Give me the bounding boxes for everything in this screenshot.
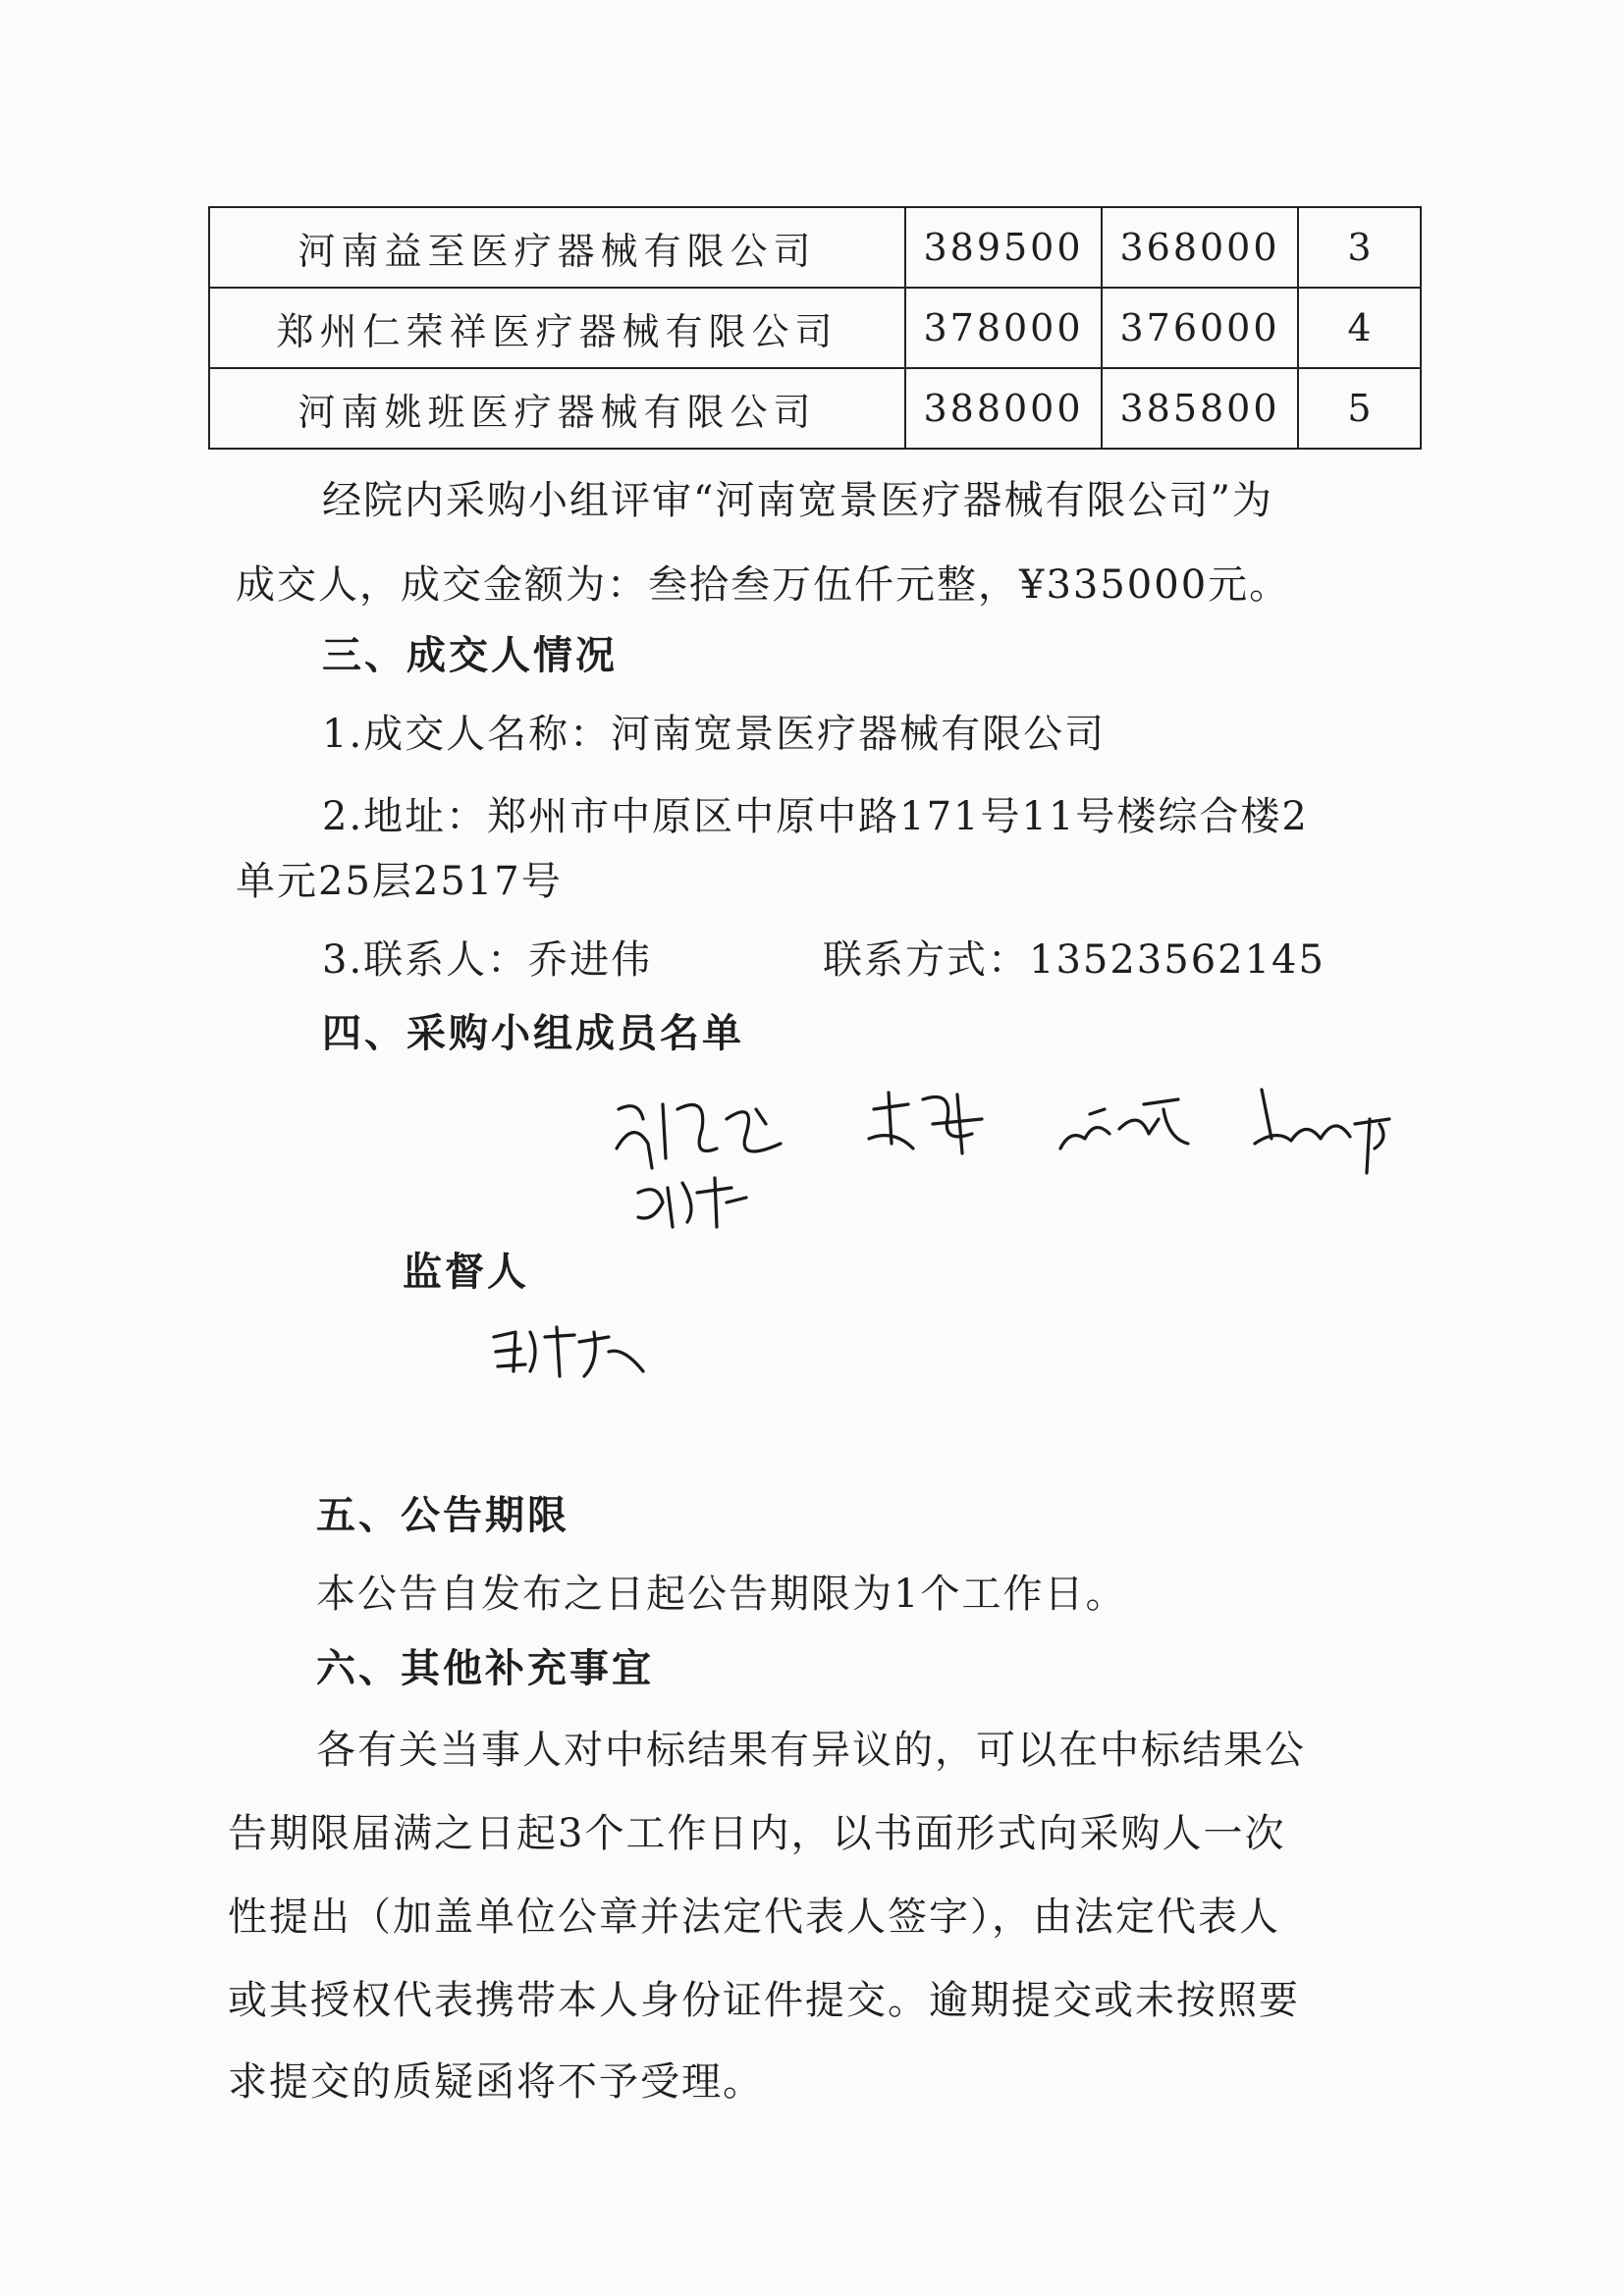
rank-cell: 5 bbox=[1298, 368, 1421, 449]
table-row bbox=[209, 288, 1421, 368]
section5-text: 本公告自发布之日起公告期限为1个工作日。 bbox=[316, 1572, 1127, 1617]
signature-4 bbox=[1247, 1080, 1404, 1192]
section3-heading: 三、成交人情况 bbox=[322, 633, 618, 678]
signature-supervisor bbox=[486, 1317, 653, 1390]
section6-line: 各有关当事人对中标结果有异议的，可以在中标结果公 bbox=[316, 1728, 1306, 1773]
signature-2 bbox=[864, 1085, 992, 1167]
price-cell: 378000 bbox=[905, 288, 1102, 368]
price-cell: 376000 bbox=[1102, 288, 1298, 368]
price-cell: 368000 bbox=[1102, 207, 1298, 288]
company-cell: 河南姚班医疗器械有限公司 bbox=[209, 368, 905, 449]
winner-phone: 联系方式：13523562145 bbox=[823, 937, 1325, 983]
section6-line: 求提交的质疑函将不予受理。 bbox=[228, 2059, 764, 2105]
price-cell: 385800 bbox=[1102, 368, 1298, 449]
winner-contact: 3.联系人：乔进伟 bbox=[322, 937, 653, 983]
section6-heading: 六、其他补充事宜 bbox=[316, 1646, 654, 1691]
review-text-line1: 经院内采购小组评审“河南宽景医疗器械有限公司”为 bbox=[322, 478, 1273, 523]
rank-cell: 3 bbox=[1298, 207, 1421, 288]
section6-line: 告期限届满之日起3个工作日内，以书面形式向采购人一次 bbox=[228, 1811, 1286, 1856]
signature-3 bbox=[1051, 1090, 1198, 1172]
company-cell: 河南益至医疗器械有限公司 bbox=[209, 207, 905, 288]
price-cell: 388000 bbox=[905, 368, 1102, 449]
table-row bbox=[209, 207, 1421, 288]
price-cell: 389500 bbox=[905, 207, 1102, 288]
section5-heading: 五、公告期限 bbox=[316, 1493, 569, 1538]
winner-name: 1.成交人名称：河南宽景医疗器械有限公司 bbox=[322, 712, 1107, 757]
review-text-line2: 成交人，成交金额为：叁拾叁万伍仟元整，¥335000元。 bbox=[236, 562, 1291, 608]
winner-address-line1: 2.地址：郑州市中原区中原中路171号11号楼综合楼2 bbox=[322, 794, 1309, 839]
section4-heading: 四、采购小组成员名单 bbox=[322, 1011, 744, 1056]
winner-address-line2: 单元25层2517号 bbox=[236, 859, 563, 904]
supervisor-label: 监督人 bbox=[403, 1250, 529, 1295]
bid-results-table bbox=[208, 206, 1422, 450]
section6-line: 性提出（加盖单位公章并法定代表人签字），由法定代表人 bbox=[228, 1895, 1280, 1940]
rank-cell: 4 bbox=[1298, 288, 1421, 368]
signature-5 bbox=[628, 1168, 756, 1241]
section6-line: 或其授权代表携带本人身份证件提交。逾期提交或未按照要 bbox=[228, 1978, 1300, 2023]
company-cell: 郑州仁荣祥医疗器械有限公司 bbox=[209, 288, 905, 368]
table-row bbox=[209, 368, 1421, 449]
